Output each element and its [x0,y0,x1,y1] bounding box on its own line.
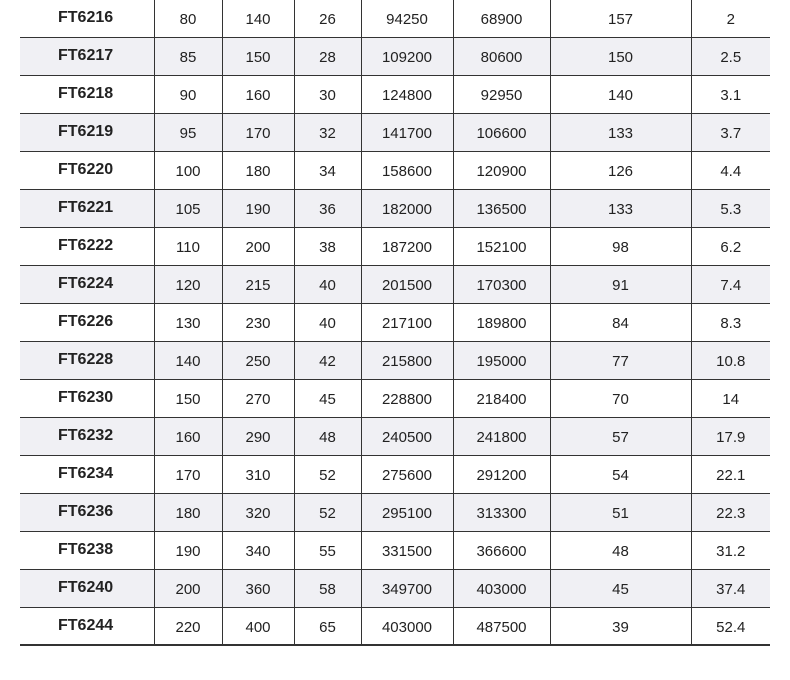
speed-cell: 84 [550,303,691,341]
outer-diameter-cell: 190 [222,189,294,227]
model-cell: FT6240 [20,569,154,607]
table-body [20,0,770,645]
outer-diameter-cell: 150 [222,37,294,75]
width-cell: 34 [294,151,361,189]
outer-diameter-cell: 320 [222,493,294,531]
model-cell: FT6221 [20,189,154,227]
weight-cell: 17.9 [691,417,770,455]
dynamic-load-cell: 403000 [361,607,453,645]
table-row [20,227,770,265]
model-cell: FT6222 [20,227,154,265]
bore-diameter-cell: 150 [154,379,222,417]
weight-cell: 2 [691,0,770,37]
weight-cell: 2.5 [691,37,770,75]
dynamic-load-cell: 349700 [361,569,453,607]
width-cell: 26 [294,0,361,37]
outer-diameter-cell: 230 [222,303,294,341]
width-cell: 36 [294,189,361,227]
width-cell: 48 [294,417,361,455]
outer-diameter-cell: 270 [222,379,294,417]
speed-cell: 70 [550,379,691,417]
model-cell: FT6220 [20,151,154,189]
weight-cell: 37.4 [691,569,770,607]
model-cell: FT6228 [20,341,154,379]
width-cell: 40 [294,265,361,303]
model-cell: FT6236 [20,493,154,531]
dynamic-load-cell: 187200 [361,227,453,265]
bore-diameter-cell: 110 [154,227,222,265]
model-cell: FT6226 [20,303,154,341]
model-cell: FT6217 [20,37,154,75]
static-load-cell: 313300 [453,493,550,531]
width-cell: 40 [294,303,361,341]
speed-cell: 51 [550,493,691,531]
outer-diameter-cell: 340 [222,531,294,569]
weight-cell: 22.1 [691,455,770,493]
speed-cell: 57 [550,417,691,455]
table-row [20,265,770,303]
dynamic-load-cell: 94250 [361,0,453,37]
speed-cell: 77 [550,341,691,379]
model-cell: FT6238 [20,531,154,569]
speed-cell: 39 [550,607,691,645]
outer-diameter-cell: 310 [222,455,294,493]
width-cell: 52 [294,493,361,531]
table-row [20,75,770,113]
table-row [20,303,770,341]
bore-diameter-cell: 130 [154,303,222,341]
outer-diameter-cell: 160 [222,75,294,113]
weight-cell: 4.4 [691,151,770,189]
static-load-cell: 80600 [453,37,550,75]
model-cell: FT6216 [20,0,154,37]
outer-diameter-cell: 180 [222,151,294,189]
width-cell: 45 [294,379,361,417]
bore-diameter-cell: 90 [154,75,222,113]
width-cell: 58 [294,569,361,607]
bore-diameter-cell: 140 [154,341,222,379]
outer-diameter-cell: 170 [222,113,294,151]
static-load-cell: 136500 [453,189,550,227]
bore-diameter-cell: 105 [154,189,222,227]
bore-diameter-cell: 95 [154,113,222,151]
model-cell: FT6244 [20,607,154,645]
model-cell: FT6230 [20,379,154,417]
static-load-cell: 92950 [453,75,550,113]
static-load-cell: 106600 [453,113,550,151]
speed-cell: 126 [550,151,691,189]
speed-cell: 91 [550,265,691,303]
bore-diameter-cell: 80 [154,0,222,37]
bore-diameter-cell: 170 [154,455,222,493]
outer-diameter-cell: 215 [222,265,294,303]
speed-cell: 133 [550,113,691,151]
dynamic-load-cell: 201500 [361,265,453,303]
bore-diameter-cell: 160 [154,417,222,455]
outer-diameter-cell: 250 [222,341,294,379]
bore-diameter-cell: 85 [154,37,222,75]
dynamic-load-cell: 228800 [361,379,453,417]
weight-cell: 14 [691,379,770,417]
table-row [20,151,770,189]
weight-cell: 3.7 [691,113,770,151]
table-row [20,493,770,531]
table-row [20,455,770,493]
width-cell: 38 [294,227,361,265]
dynamic-load-cell: 109200 [361,37,453,75]
weight-cell: 52.4 [691,607,770,645]
static-load-cell: 68900 [453,0,550,37]
table-row [20,37,770,75]
bore-diameter-cell: 120 [154,265,222,303]
outer-diameter-cell: 200 [222,227,294,265]
width-cell: 55 [294,531,361,569]
model-cell: FT6232 [20,417,154,455]
table-row [20,113,770,151]
static-load-cell: 487500 [453,607,550,645]
static-load-cell: 195000 [453,341,550,379]
table-row [20,569,770,607]
weight-cell: 3.1 [691,75,770,113]
outer-diameter-cell: 290 [222,417,294,455]
speed-cell: 133 [550,189,691,227]
bore-diameter-cell: 220 [154,607,222,645]
dynamic-load-cell: 295100 [361,493,453,531]
weight-cell: 7.4 [691,265,770,303]
speed-cell: 45 [550,569,691,607]
table-row [20,607,770,645]
speed-cell: 150 [550,37,691,75]
speed-cell: 98 [550,227,691,265]
dynamic-load-cell: 141700 [361,113,453,151]
dynamic-load-cell: 240500 [361,417,453,455]
speed-cell: 157 [550,0,691,37]
model-cell: FT6219 [20,113,154,151]
bearing-spec-table [20,0,770,646]
static-load-cell: 170300 [453,265,550,303]
bore-diameter-cell: 180 [154,493,222,531]
dynamic-load-cell: 331500 [361,531,453,569]
outer-diameter-cell: 140 [222,0,294,37]
static-load-cell: 152100 [453,227,550,265]
table-row [20,189,770,227]
table-row [20,531,770,569]
static-load-cell: 366600 [453,531,550,569]
width-cell: 32 [294,113,361,151]
static-load-cell: 241800 [453,417,550,455]
dynamic-load-cell: 124800 [361,75,453,113]
weight-cell: 10.8 [691,341,770,379]
width-cell: 42 [294,341,361,379]
speed-cell: 140 [550,75,691,113]
dynamic-load-cell: 275600 [361,455,453,493]
table-row [20,379,770,417]
width-cell: 52 [294,455,361,493]
static-load-cell: 120900 [453,151,550,189]
width-cell: 28 [294,37,361,75]
dynamic-load-cell: 217100 [361,303,453,341]
static-load-cell: 291200 [453,455,550,493]
weight-cell: 8.3 [691,303,770,341]
outer-diameter-cell: 360 [222,569,294,607]
static-load-cell: 218400 [453,379,550,417]
model-cell: FT6218 [20,75,154,113]
dynamic-load-cell: 182000 [361,189,453,227]
static-load-cell: 403000 [453,569,550,607]
weight-cell: 6.2 [691,227,770,265]
width-cell: 30 [294,75,361,113]
weight-cell: 5.3 [691,189,770,227]
static-load-cell: 189800 [453,303,550,341]
model-cell: FT6234 [20,455,154,493]
speed-cell: 48 [550,531,691,569]
table-row [20,341,770,379]
outer-diameter-cell: 400 [222,607,294,645]
bore-diameter-cell: 100 [154,151,222,189]
table-row [20,0,770,37]
table-row [20,417,770,455]
bore-diameter-cell: 190 [154,531,222,569]
speed-cell: 54 [550,455,691,493]
bore-diameter-cell: 200 [154,569,222,607]
weight-cell: 31.2 [691,531,770,569]
weight-cell: 22.3 [691,493,770,531]
bearing-spec-table-container [20,0,770,646]
dynamic-load-cell: 215800 [361,341,453,379]
width-cell: 65 [294,607,361,645]
model-cell: FT6224 [20,265,154,303]
dynamic-load-cell: 158600 [361,151,453,189]
